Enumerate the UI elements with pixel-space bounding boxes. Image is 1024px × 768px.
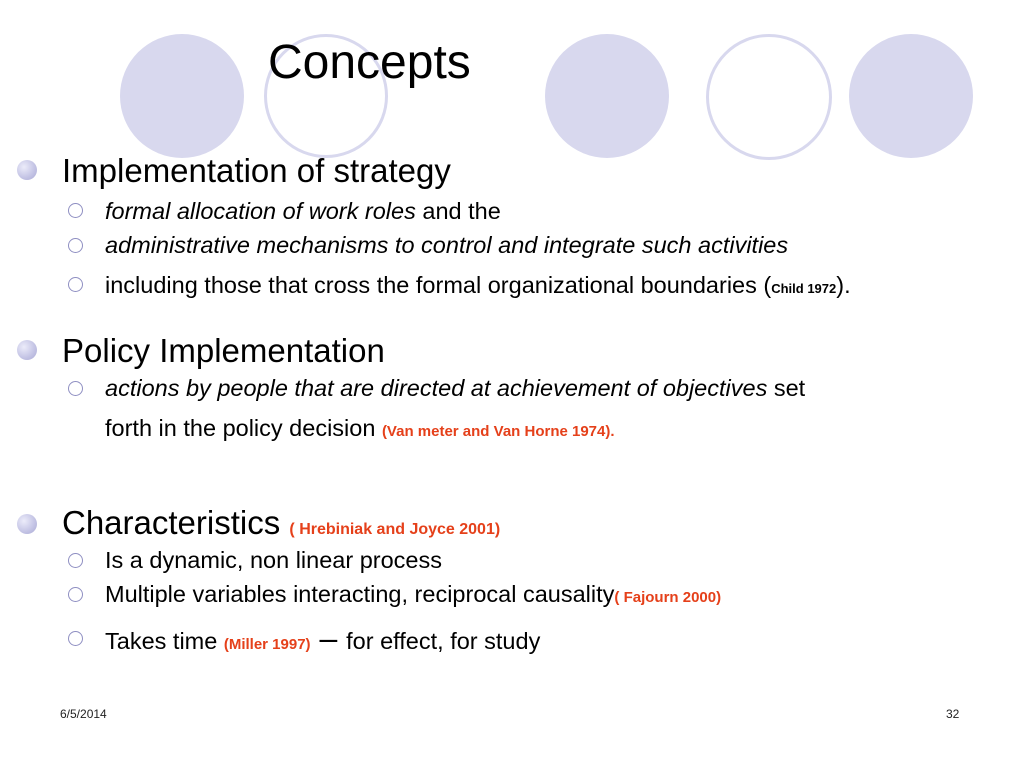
item-text: Multiple variables interacting, reciprocal causality — [105, 581, 615, 607]
bullet-circle-icon — [68, 277, 83, 292]
section-heading: Policy Implementation — [62, 332, 385, 369]
list-item-continuation — [105, 413, 615, 447]
reference-citation: (Van meter and Van Horne 1974). — [381, 423, 615, 440]
ref-text: Hrebiniak and Joyce 2001 — [299, 521, 495, 538]
dash: – — [310, 620, 347, 656]
citation: Child 1972 — [771, 281, 837, 296]
reference-citation: (Miller 1997) — [223, 636, 311, 653]
section-heading: Implementation of strategy — [62, 152, 451, 189]
list-item — [105, 373, 805, 403]
item-text: forth in the policy decision — [105, 415, 376, 441]
bullet-circle-icon — [68, 553, 83, 568]
bullet-circle-icon — [68, 381, 83, 396]
ref-close: ) — [494, 521, 501, 538]
bullet-dot-icon — [17, 340, 37, 360]
item-text: and the — [415, 198, 501, 224]
bullet-dot-icon — [17, 160, 37, 180]
item-text: Takes time — [105, 628, 224, 654]
list-item — [105, 230, 788, 260]
reference-citation — [289, 521, 500, 538]
list-item — [105, 579, 721, 613]
item-text-close: ). — [836, 272, 851, 298]
item-italic-text: administrative mechanisms to control and integrate such activities — [105, 232, 789, 258]
section-heading — [62, 503, 500, 550]
decorative-circle-filled — [849, 34, 973, 158]
item-text: set — [767, 375, 806, 401]
bullet-circle-icon — [68, 631, 83, 646]
item-italic-text: formal allocation of work roles — [105, 198, 416, 224]
bullet-dot-icon — [17, 514, 37, 534]
footer-date: 6/5/2014 — [60, 707, 107, 721]
list-item — [105, 196, 501, 226]
slide-title: Concepts — [268, 36, 471, 89]
decorative-circle-outline — [706, 34, 832, 160]
list-item — [105, 620, 541, 660]
bullet-circle-icon — [68, 203, 83, 218]
decorative-circle-filled — [120, 34, 244, 158]
ref-open: ( — [289, 521, 300, 538]
list-item — [105, 269, 985, 305]
decorative-circle-filled — [545, 34, 669, 158]
page-number: 32 — [946, 707, 960, 721]
heading-text: Characteristics — [62, 504, 281, 541]
list-item: Is a dynamic, non linear process — [105, 547, 442, 573]
bullet-circle-icon — [68, 238, 83, 253]
item-italic-text: actions by people that are directed at achievement of objectives — [105, 375, 768, 401]
reference-citation: ( Fajourn 2000) — [614, 589, 722, 606]
item-text: for effect, for study — [346, 628, 541, 654]
item-text: including those that cross the formal organizational boundaries ( — [105, 272, 772, 298]
bullet-circle-icon — [68, 587, 83, 602]
